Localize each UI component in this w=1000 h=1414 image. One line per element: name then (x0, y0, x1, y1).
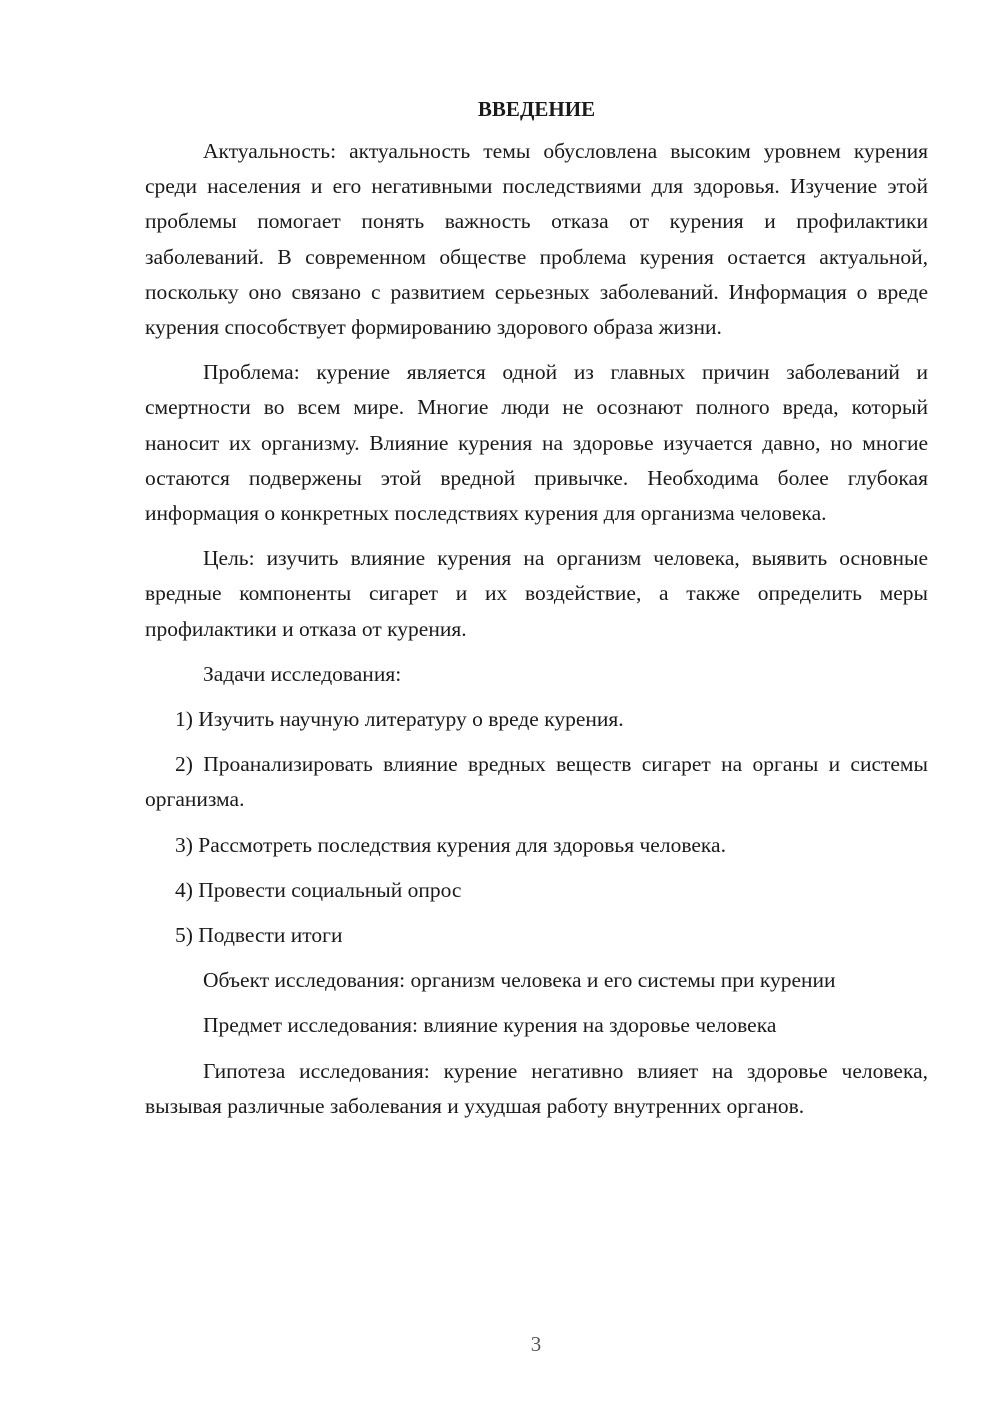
paragraph-hypothesis: Гипотеза исследования: курение негативно влияет на здоровье человека, вызывая различные заболевания и ухудшая работу внутренних органов. (145, 1058, 928, 1118)
tasks-heading: Задачи исследования: (203, 661, 402, 686)
paragraph-subject: Предмет исследования: влияние курения на здоровье человека (203, 1013, 777, 1038)
task-item: 3) Рассмотреть последствия курения для здоровья человека. (175, 832, 726, 857)
paragraph-relevance: Актуальность: актуальность темы обусловлена высоким уровнем курения среди населения и его негативными последствиями для здоровья. Изучение этой проблемы помогает понять важность отказа от курения и профилактики заболеваний. В современном обществе проблема курения остается актуальной, поскольку оно связано с развитием серьезных заболеваний. Информация о вреде курения способствует формированию здорового образа жизни. (145, 139, 928, 340)
paragraph-object: Объект исследования: организм человека и его системы при курении (203, 968, 836, 993)
document-page (145, 94, 928, 1134)
task-item: 1) Изучить научную литературу о вреде курения. (175, 707, 624, 732)
page-number: 3 (530, 1332, 542, 1356)
task-item: 5) Подвести итоги (175, 923, 343, 948)
paragraph-problem: Проблема: курение является одной из главных причин заболеваний и смертности во всем мире. Многие люди не осознают полного вреда, который наносит их организму. Влияние курения на здоровье изучается давно, но многие остаются подвержены этой вредной привычке. Необходима более глубокая информация о конкретных последствиях курения для организма человека. (145, 360, 928, 526)
task-item: 4) Провести социальный опрос (175, 877, 462, 902)
document-title: ВВЕДЕНИЕ (477, 97, 596, 121)
paragraph-goal: Цель: изучить влияние курения на организм человека, выявить основные вредные компоненты сигарет и их воздействие, а также определить меры профилактики и отказа от курения. (145, 546, 928, 641)
task-item: 2) Проанализировать влияние вредных веществ сигарет на органы и системы организма. (145, 752, 928, 812)
